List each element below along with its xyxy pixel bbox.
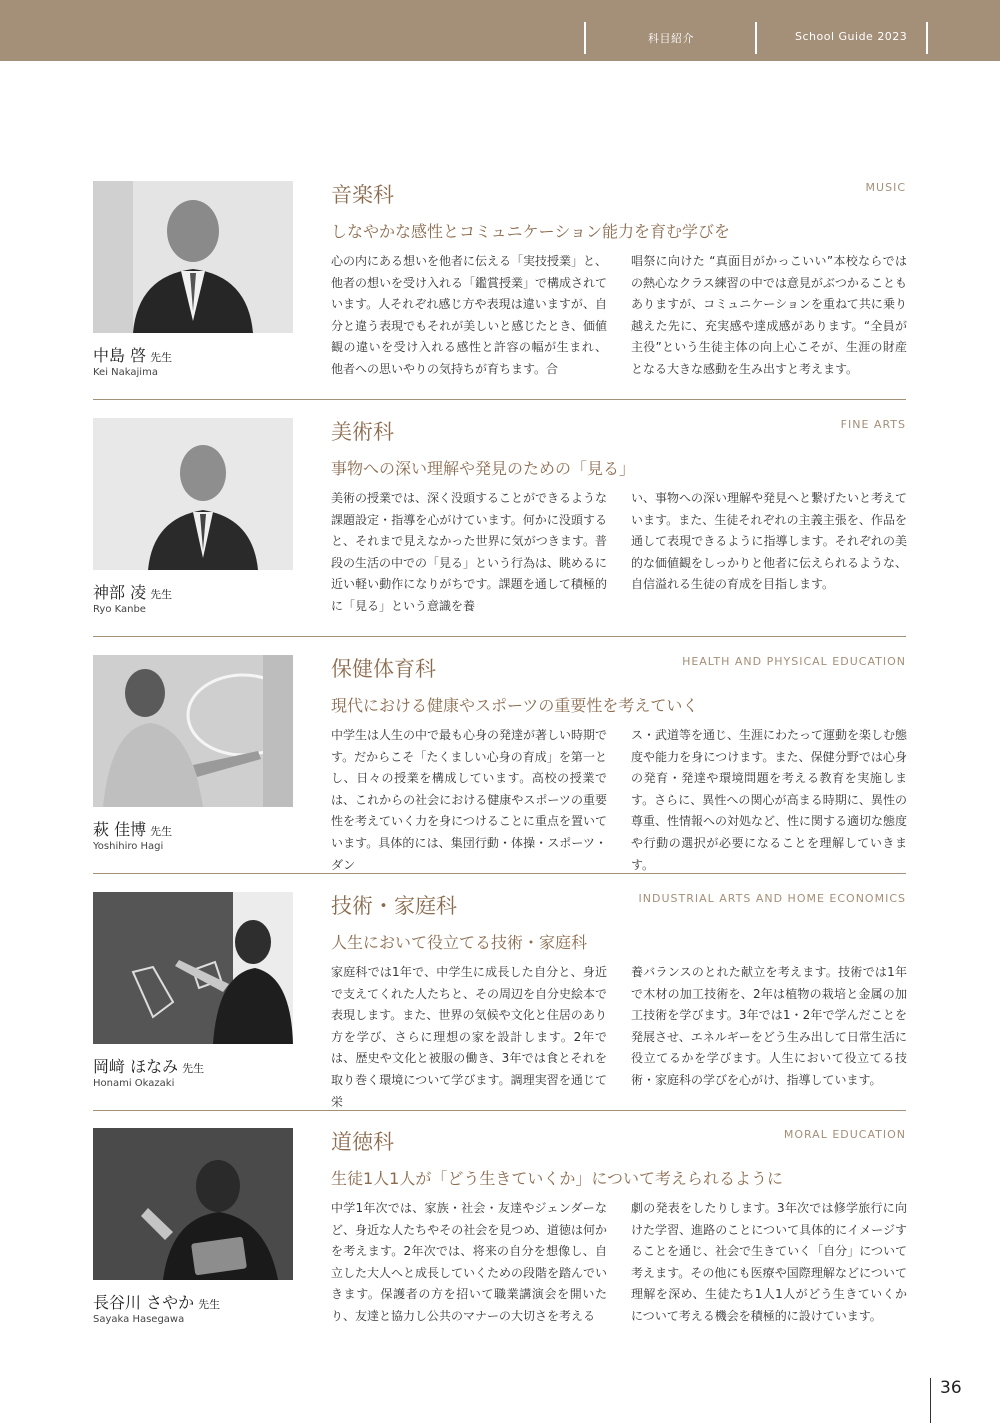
body-text-column-2: 劇の発表をしたりします。3年次では修学旅行に向けた学習、進路のことについて具体的にイメージすることを通じ、社会で生きていく「自分」について考えます。その他にも医療や国際理解などについて理解を深め、生徒たち1人1人がどう生きていくかについて考える機会を積極的に設けています。 [631, 1201, 907, 1323]
subject-heading: しなやかな感性とコミュニケーション能力を育む学びを [331, 222, 731, 241]
teacher-name: 萩 佳博 先生 [93, 820, 173, 839]
page-number: 36 [940, 1378, 962, 1398]
subject-heading: 現代における健康やスポーツの重要性を考えていく [331, 696, 699, 715]
header-separator [755, 22, 757, 54]
teacher-name-roman: Ryo Kanbe [93, 604, 146, 615]
body-text-column-2: 養バランスのとれた献立を考えます。技術では1年で木材の加工技術を、2年は植物の栽培と金属の加工技術を学びます。3年では1・2年で学んだことを発展させ、エネルギーをどう生み出して日常生活に役立てるかを学びます。人生において役立てる技術・家庭科の学びを心がけ、指導しています。 [631, 965, 907, 1087]
teacher-name-roman: Honami Okazaki [93, 1078, 175, 1089]
teacher-name-roman: Yoshihiro Hagi [93, 841, 164, 852]
header-separator [926, 22, 928, 54]
teacher-photo [93, 418, 293, 570]
body-text-column-1: 心の内にある想いを他者に伝える「実技授業」と、他者の想いを受け入れる「鑑賞授業」で構成されています。人それぞれ感じ方や表現は違いますが、自分と違う表現でもそれが美しいと感じたとき、価値観の違いを受け入れる感性と許容の幅が生まれ、他者への思いやりの気持ちが育ちます。合 [331, 254, 608, 376]
body-text-column-2: 唱祭に向けた “真面目がかっこいい”本校ならではの熱心なクラス練習の中では意見がぶつかることもありますが、コミュニケーションを重ねて共に乗り越えた先に、充実感や達成感があります。“全員が主役”という生徒主体の向上心こそが、生涯の財産となる大きな感動を生み出すと考えます。 [631, 254, 907, 376]
teacher-photo [93, 181, 293, 333]
section-divider [93, 636, 906, 637]
subject-title: 音楽科 [331, 183, 394, 207]
body-text-column-2: い、事物への深い理解や発見へと繋げたいと考えています。また、生徒それぞれの主義主張を、作品を通して表現できるように指導します。それぞれの美的な価値観をしっかりと他者に伝えられるような、自信溢れる生徒の育成を目指します。 [631, 491, 908, 592]
teacher-name-roman: Kei Nakajima [93, 367, 158, 378]
body-text-column-1: 中学生は人生の中で最も心身の発達が著しい時期です。だからこそ「たくましい心身の育成」を第一とし、日々の授業を構成しています。高校の授業では、これからの社会における健康やスポーツの重要性を考えていく力を身につけることに重点を置いています。具体的には、集団行動・体操・スポーツ・ダン [331, 728, 608, 872]
subject-title: 道徳科 [331, 1130, 394, 1154]
section-divider [93, 399, 906, 400]
teacher-name: 中島 啓 先生 [93, 346, 173, 365]
subject-title: 保健体育科 [331, 657, 436, 681]
header-section-label: 科目紹介 [648, 32, 694, 45]
section-divider [93, 873, 906, 874]
subject-english-title: FINE ARTS [840, 418, 906, 431]
subject-heading: 人生において役立てる技術・家庭科 [331, 933, 588, 952]
header-guide-label: School Guide 2023 [795, 30, 908, 43]
body-text-column-1: 美術の授業では、深く没頭することができるような課題設定・指導を心がけています。何かに没頭すると、それまで見えなかった世界に気がつきます。普段の生活の中での「見る」という行為は、眺めるに近い軽い動作になりがちです。課題を通して積極的に「見る」という意識を養 [331, 491, 608, 613]
teacher-name: 神部 凌 先生 [93, 583, 173, 602]
subject-english-title: INDUSTRIAL ARTS AND HOME ECONOMICS [638, 892, 906, 905]
teacher-name: 岡﨑 ほなみ 先生 [93, 1057, 205, 1076]
teacher-name: 長谷川 さやか 先生 [93, 1293, 221, 1312]
page-number-rule [930, 1378, 931, 1423]
teacher-name-roman: Sayaka Hasegawa [93, 1314, 185, 1325]
subject-english-title: MUSIC [865, 181, 906, 194]
subject-heading: 事物への深い理解や発見のための「見る」 [331, 459, 636, 478]
subject-english-title: MORAL EDUCATION [783, 1128, 906, 1141]
teacher-photo [93, 1128, 293, 1280]
body-text-column-2: ス・武道等を通じ、生涯にわたって運動を楽しむ態度や能力を身につけます。また、保健分野では心身の発育・発達や環境問題を考える教育を実施します。さらに、異性への関心が高まる時期に、異性の尊重、性情報への対処など、性に関する適切な態度や行動の選択が必要になることを理解していきます。 [631, 728, 908, 872]
subject-english-title: HEALTH AND PHYSICAL EDUCATION [682, 655, 906, 668]
subject-heading: 生徒1人1人が「どう生きていくか」について考えられるように [331, 1169, 784, 1188]
subject-title: 技術・家庭科 [331, 894, 457, 918]
subject-title: 美術科 [331, 420, 394, 444]
body-text-column-1: 家庭科では1年で、中学生に成長した自分と、身近で支えてくれた人たちと、その周辺を自分史絵本で表現します。また、世界の気候や文化と住居のあり方を学び、さらに理想の家を設計します。2年では、歴史や文化と被服の働き、3年では食とそれを取り巻く環境について学びます。調理実習を通じて栄 [331, 965, 608, 1109]
teacher-photo [93, 655, 293, 807]
teacher-photo [93, 892, 293, 1044]
header-separator [584, 22, 586, 54]
body-text-column-1: 中学1年次では、家族・社会・友達やジェンダーなど、身近な人たちやその社会を見つめ、道徳は何かを考えます。2年次では、将来の自分を想像し、自立した大人へと成長していくための段階を踏んでいきます。保護者の方を招いて職業講演会を開いたり、友達と協力し公共のマナーの大切さを考える [331, 1201, 608, 1323]
section-divider [93, 1110, 906, 1111]
